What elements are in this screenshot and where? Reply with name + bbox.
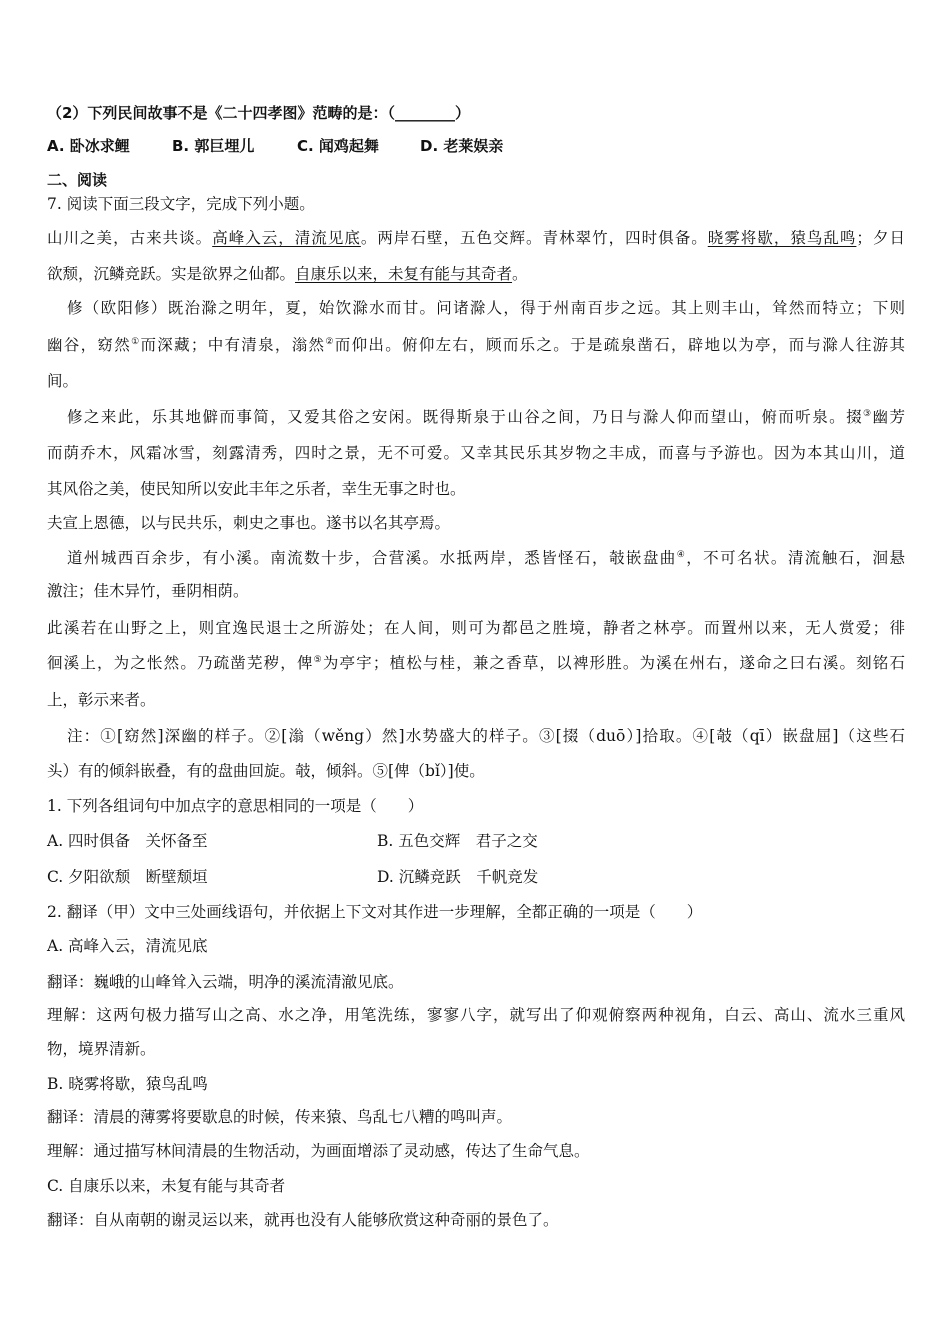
text-segment: 而深藏；中有清泉，滃然	[140, 336, 326, 354]
passage-line	[67, 407, 905, 427]
text-segment: ，不可名状。清流触石，洄悬	[686, 549, 905, 567]
sub-question-1-stem: 1. 下列各组词句中加点字的意思相同的一项是（ ）	[47, 797, 424, 815]
text-segment: 幽谷，窈然	[47, 336, 132, 354]
q2-option-d: D. 老莱娱亲	[420, 137, 504, 155]
answer-line: A. 高峰入云，清流见底	[47, 937, 208, 955]
passage-line	[47, 264, 528, 284]
footnote-marker: ②	[325, 337, 335, 347]
text-segment: 此溪若在山野之上，则宜逸民退士之所游处；在人间，则可为都邑之胜境，静者之林亭。而置州以来，无人赏爱；徘	[47, 619, 905, 637]
text-segment: ；夕日	[856, 229, 905, 247]
footnote-marker: ①	[131, 337, 141, 347]
passage-line	[67, 298, 905, 318]
text-segment: 道州城西百余步，有小溪。南流数十步，合营溪。水抵两岸，悉皆怪石，攲嵌盘曲	[67, 549, 677, 567]
text-segment: 其风俗之美，使民知所以安此丰年之乐者，幸生无事之时也。	[47, 480, 466, 498]
passage-line	[47, 479, 466, 499]
passage-line	[67, 548, 905, 568]
text-segment: 上，彰示来者。	[47, 691, 156, 709]
text-segment: 。	[512, 265, 528, 283]
sub-q1-option-b: B. 五色交辉 君子之交	[377, 832, 538, 850]
text-segment: 修之来此，乐其地僻而事简，又爱其俗之安闲。既得斯泉于山谷之间，乃日与滁人仰而望山，俯而听泉。掇	[67, 408, 864, 426]
text-segment: 徊溪上，为之怅然。乃疏凿芜秽，俾	[47, 654, 314, 672]
footnote-marker: ⑤	[313, 655, 323, 665]
text-segment: 幽芳	[872, 408, 905, 426]
text-segment: 为亭宇；植松与桂，兼之香草，以裨形胜。为溪在州右，遂命之曰右溪。刻铭石	[322, 654, 905, 672]
q2-option-a: A. 卧冰求鲤	[47, 137, 130, 155]
text-segment: 。两岸石壁，五色交辉。青林翠竹，四时俱备。	[360, 229, 708, 247]
text-segment: 注：①[窈然]深幽的样子。②[滃（wěng）然]水势盛大的样子。③[掇（duō）]拾取。④[攲（qī）嵌盘屈]（这些石	[67, 727, 905, 745]
sub-question-2-stem: 2. 翻译（甲）文中三处画线语句，并依据上下文对其作进一步理解，全都正确的一项是（ ）	[47, 903, 703, 921]
passage-line	[47, 581, 249, 601]
question-7-intro: 7. 阅读下面三段文字，完成下列小题。	[47, 195, 315, 213]
passage-line	[67, 726, 905, 746]
passage-line	[47, 513, 450, 533]
answer-line: 翻译：巍峨的山峰耸入云端，明净的溪流清澈见底。	[47, 973, 404, 991]
underlined-sentence: 晓雾将歇，猿鸟乱鸣	[707, 229, 857, 247]
text-segment: 而荫乔木，风霜冰雪，刻露清秀，四时之景，无不可爱。又幸其民乐其岁物之丰成，而喜与予游也。因为本其山川，道	[47, 444, 905, 462]
answer-line: 物，境界清新。	[47, 1040, 156, 1058]
passage-line	[47, 690, 156, 710]
passage-line	[47, 761, 485, 781]
text-segment: 而仰出。俯仰左右，顾而乐之。于是疏泉凿石，辟地以为亭，而与滁人往游其	[334, 336, 905, 354]
passage-line	[47, 618, 905, 638]
sub-q1-option-c: C. 夕阳欲颓 断壁颓垣	[47, 868, 208, 886]
footnote-marker: ④	[676, 550, 687, 560]
passage-line	[47, 443, 905, 463]
text-segment: 激注；佳木异竹，垂阴相荫。	[47, 582, 249, 600]
section-title: 二、阅读	[47, 171, 108, 189]
text-segment: 修（欧阳修）既治滁之明年，夏，始饮滁水而甘。问诸滁人，得于州南百步之远。其上则丰山，耸然而特立；下则	[67, 299, 905, 317]
text-segment: 夫宣上恩德，以与民共乐，刺史之事也。遂书以名其亭焉。	[47, 514, 451, 532]
sub-q1-option-a: A. 四时俱备 关怀备至	[47, 832, 208, 850]
text-segment: 头）有的倾斜嵌叠，有的盘曲回旋。攲，倾斜。⑤[俾（bǐ）]使。	[47, 762, 485, 780]
question-2-stem: （2）下列民间故事不是《二十四孝图》范畴的是：（________）	[47, 104, 470, 122]
footnote-marker: ③	[863, 409, 873, 419]
answer-line: 翻译：自从南朝的谢灵运以来，就再也没有人能够欣赏这种奇丽的景色了。	[47, 1211, 559, 1229]
text-segment: 山川之美，古来共谈。	[47, 229, 213, 247]
passage-line	[47, 335, 905, 355]
sub-q1-option-d: D. 沉鳞竞跃 千帆竞发	[377, 868, 539, 886]
text-segment: 欲颓，沉鳞竞跃。实是欲界之仙都。	[47, 265, 296, 283]
underlined-sentence: 高峰入云，清流见底	[212, 229, 361, 247]
underlined-sentence: 自康乐以来，未复有能与其奇者	[295, 265, 513, 283]
answer-line: B. 晓雾将歇，猿鸟乱鸣	[47, 1075, 208, 1093]
answer-line: 翻译：清晨的薄雾将要歇息的时候，传来猿、鸟乱七八糟的鸣叫声。	[47, 1108, 513, 1126]
passage-line	[47, 228, 905, 248]
passage-line	[47, 371, 78, 391]
text-segment: 间。	[47, 372, 79, 390]
passage-line	[47, 653, 905, 673]
answer-line: C. 自康乐以来，未复有能与其奇者	[47, 1177, 286, 1195]
q2-option-c: C. 闻鸡起舞	[297, 137, 379, 155]
q2-option-b: B. 郭巨埋儿	[172, 137, 255, 155]
answer-line: 理解：通过描写林间清晨的生物活动，为画面增添了灵动感，传达了生命气息。	[47, 1142, 590, 1160]
answer-line: 理解：这两句极力描写山之高、水之净，用笔洗练，寥寥八字，就写出了仰观俯察两种视角，白云、高山、流水三重风	[47, 1006, 905, 1024]
